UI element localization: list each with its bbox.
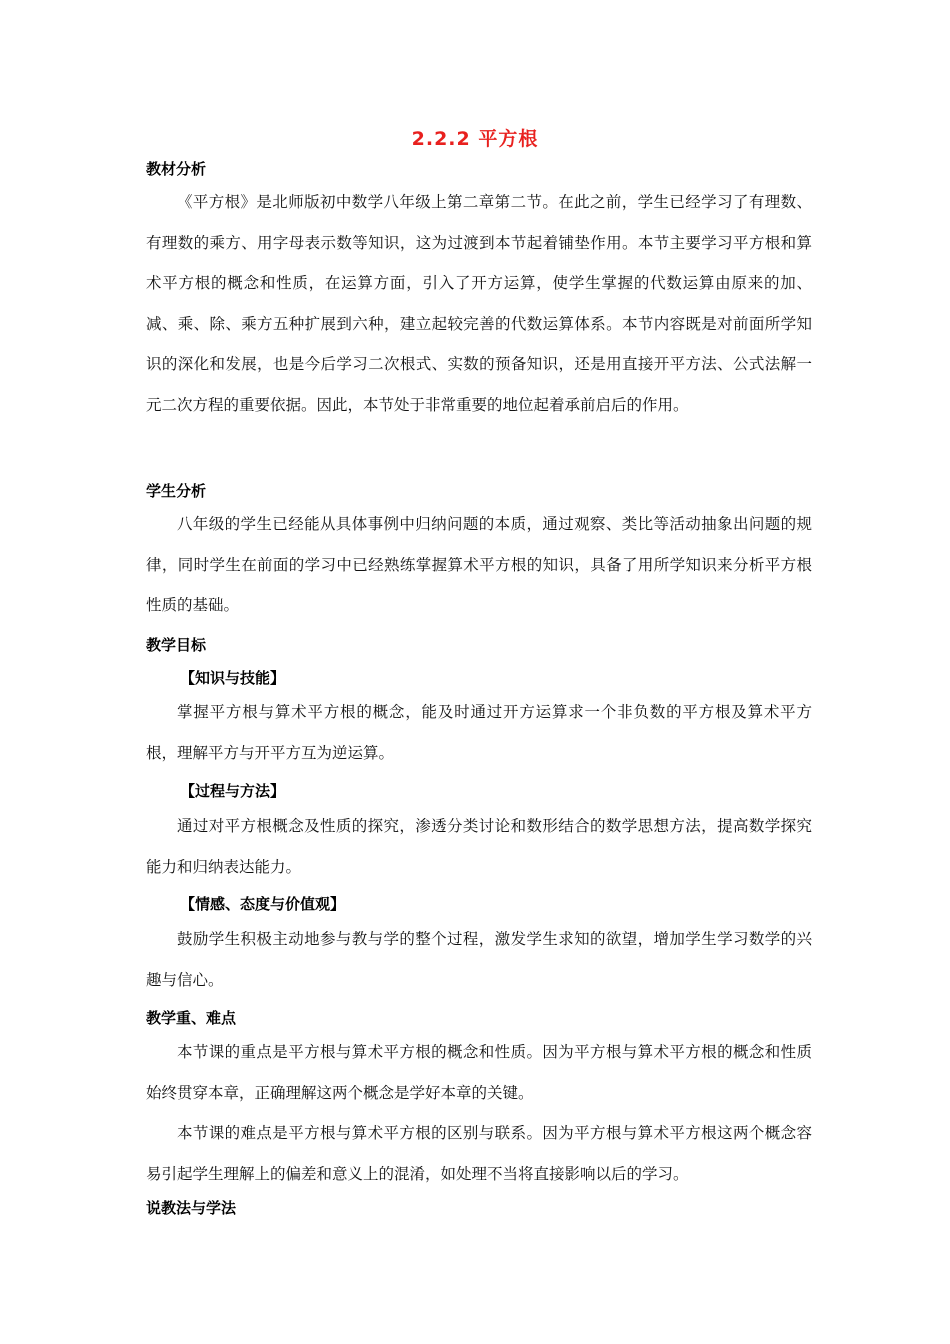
paragraph-emotion: 鼓励学生积极主动地参与教与学的整个过程，激发学生求知的欲望，增加学生学习数学的兴趣与信心。 (146, 930, 812, 989)
section-heading-methods: 说教法与学法 (146, 1199, 237, 1217)
paragraph-difficulty: 本节课的难点是平方根与算术平方根的区别与联系。因为平方根与算术平方根这两个概念容易引起学生理解上的偏差和意义上的混淆，如处理不当将直接影响以后的学习。 (146, 1124, 812, 1183)
section-heading-goals: 教学目标 (146, 636, 207, 654)
paragraph-process: 通过对平方根概念及性质的探究，渗透分类讨论和数形结合的数学思想方法，提高数学探究能力和归纳表达能力。 (146, 817, 812, 876)
subheading-emotion: 【情感、态度与价值观】 (180, 895, 346, 913)
subheading-knowledge: 【知识与技能】 (180, 669, 286, 687)
paragraph-knowledge: 掌握平方根与算术平方根的概念，能及时通过开方运算求一个非负数的平方根及算术平方根，理解平方与开平方互为逆运算。 (146, 703, 812, 762)
section-heading-textbook: 教材分析 (146, 160, 207, 178)
section-heading-students: 学生分析 (146, 482, 207, 500)
paragraph-key-point: 本节课的重点是平方根与算术平方根的概念和性质。因为平方根与算术平方根的概念和性质始终贯穿本章，正确理解这两个概念是学好本章的关键。 (146, 1043, 812, 1102)
subheading-process: 【过程与方法】 (180, 782, 286, 800)
section-heading-key-points: 教学重、难点 (146, 1009, 237, 1027)
paragraph-student-analysis: 八年级的学生已经能从具体事例中归纳问题的本质，通过观察、类比等活动抽象出问题的规律，同时学生在前面的学习中已经熟练掌握算术平方根的知识，具备了用所学知识来分析平方根性质的基础。 (146, 515, 812, 614)
paragraph-textbook-analysis: 《平方根》是北师版初中数学八年级上第二章第二节。在此之前，学生已经学习了有理数、有理数的乘方、用字母表示数等知识，这为过渡到本节起着铺垫作用。本节主要学习平方根和算术平方根的概念和性质，在运算方面，引入了开方运算，使学生掌握的代数运算由原来的加、减、乘、除、乘方五种扩展到六种，建立起较完善的代数运算体系。本节内容既是对前面所学知识的深化和发展，也是今后学习二次根式、实数的预备知识，还是用直接开平方法、公式法解一元二次方程的重要依据。因此，本节处于非常重要的地位起着承前启后的作用。 (146, 193, 812, 414)
document-title: 2.2.2 平方根 (411, 128, 539, 150)
